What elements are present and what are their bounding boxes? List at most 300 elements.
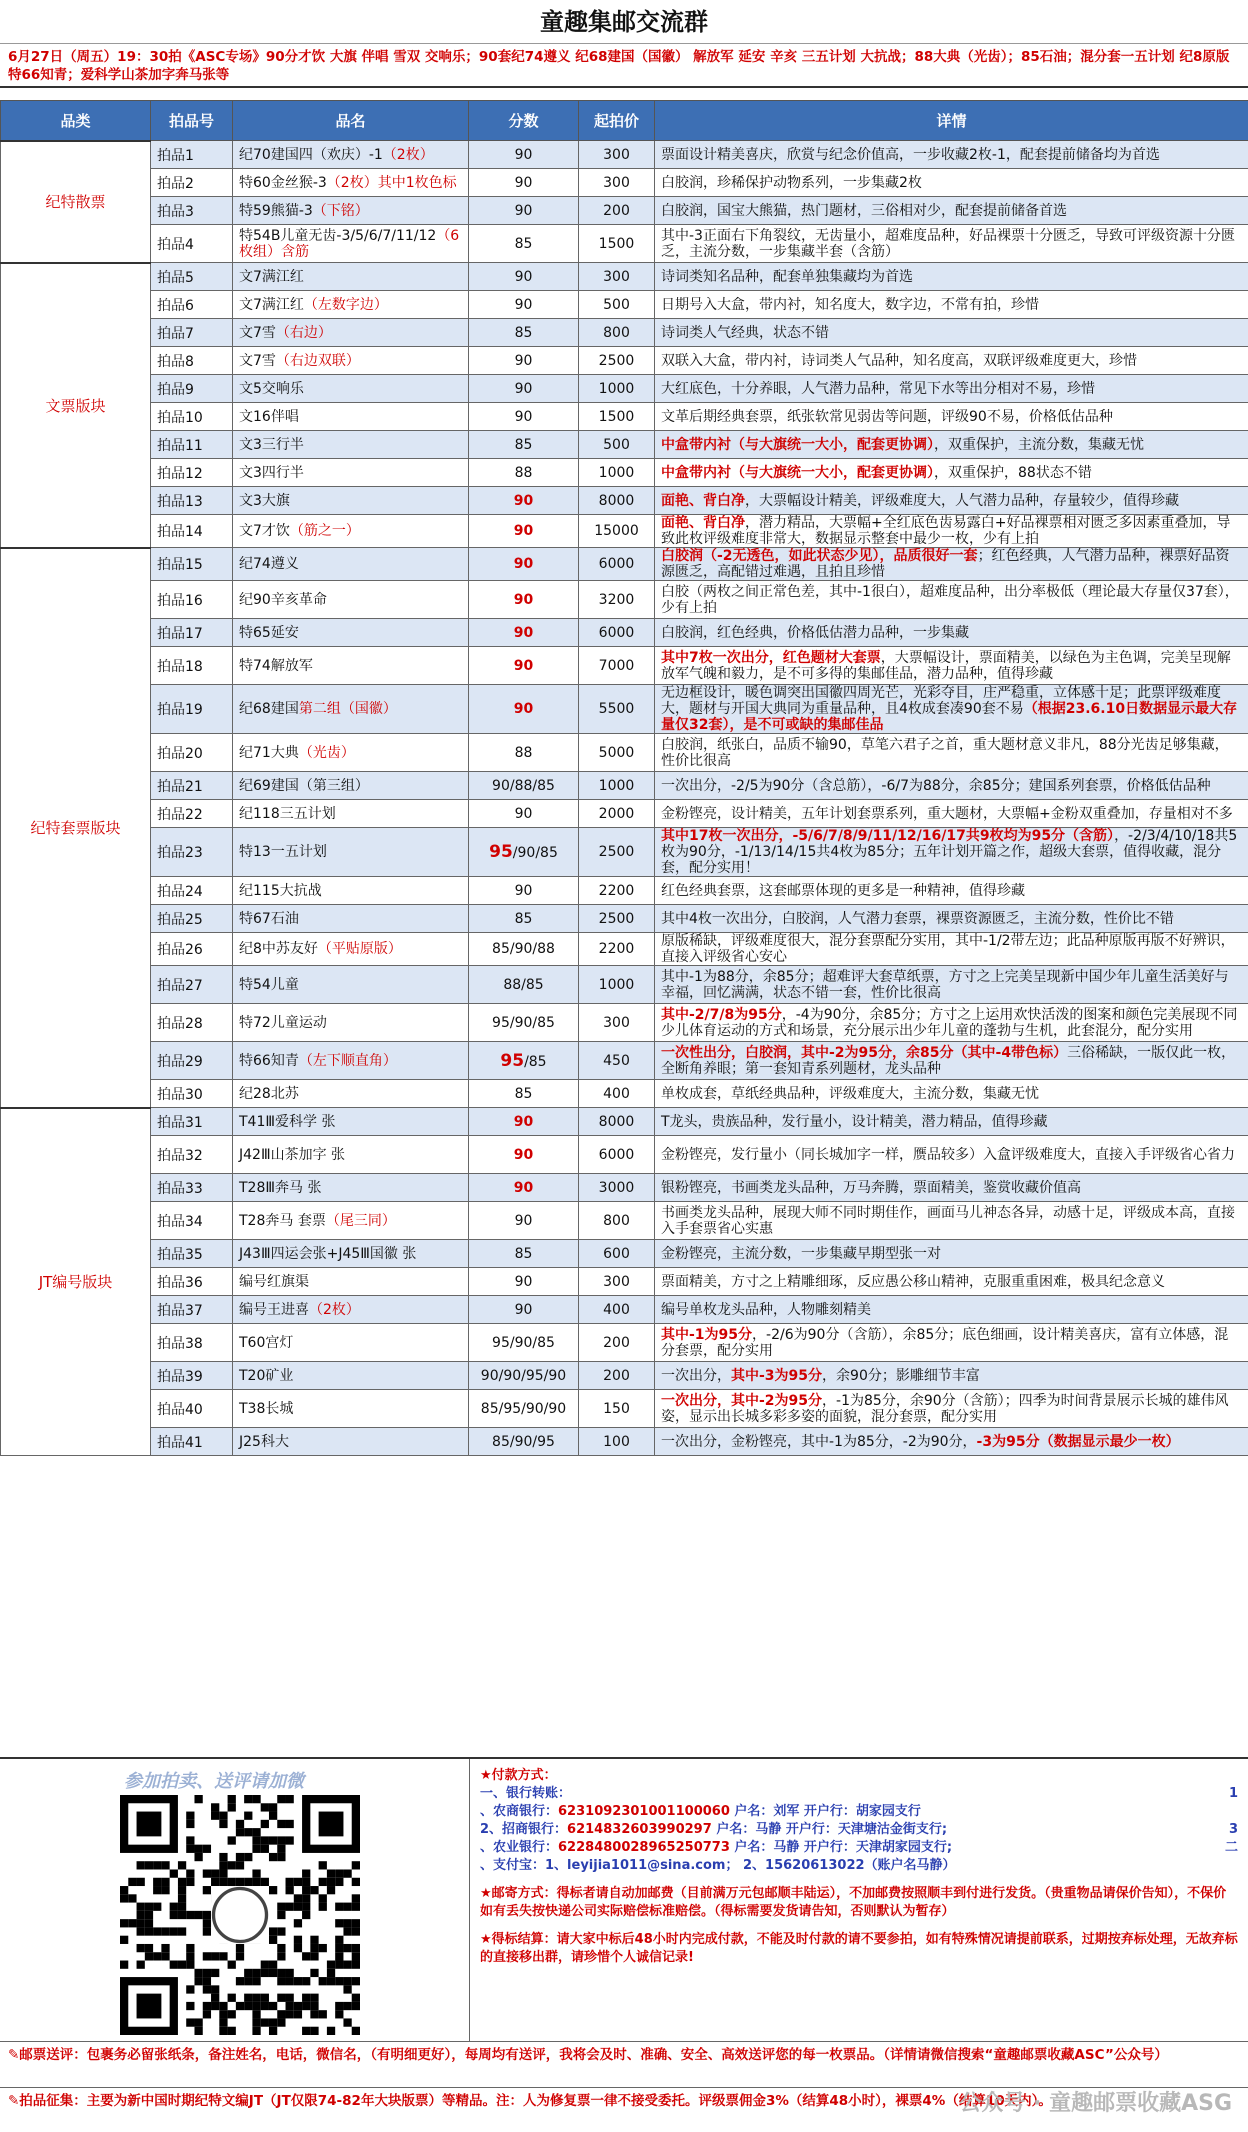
lot-number: 拍品30 <box>151 1080 233 1108</box>
payment-section <box>470 1759 1248 2041</box>
detail-text: ，-1为85分，余90分（含筋）；四季为时间背景展示长城的雄伟风姿，显示出长城多彩多姿的面貌，混分套票，配分实用 <box>661 1393 1229 1425</box>
lot-score: 90 <box>469 141 579 169</box>
mail-title: ★邮寄方式： <box>480 1886 557 1901</box>
lot-score: 90 <box>469 403 579 431</box>
lot-name-text: 特65延安 <box>239 625 299 641</box>
lot-name <box>233 877 469 905</box>
starting-price: 1500 <box>579 225 655 263</box>
lot-name <box>233 734 469 772</box>
lot-detail: 其中4枚一次出分，白胶润，人气潜力套票，裸票资源匮乏，主流分数，性价比不错 <box>655 905 1248 933</box>
detail-highlight: 其中17枚一次出分，-5/6/7/8/9/11/12/16/17共9枚均为95分（含筋） <box>661 828 1114 844</box>
page-title: 童趣集邮交流群 <box>0 0 1248 44</box>
lot-detail <box>655 1004 1248 1042</box>
lot-name <box>233 431 469 459</box>
lot-name-text: 文3大旗 <box>239 493 290 509</box>
bank-list <box>480 1803 1238 1857</box>
lot-name <box>233 1004 469 1042</box>
lot-name-text: 特66知青 <box>239 1053 299 1069</box>
table-row[interactable] <box>1 263 1248 291</box>
lot-name <box>233 933 469 966</box>
starting-price: 800 <box>579 1202 655 1240</box>
table-row[interactable] <box>1 1174 1248 1202</box>
column-header: 详情 <box>655 101 1248 141</box>
table-row[interactable] <box>1 966 1248 1004</box>
table-row[interactable] <box>1 291 1248 319</box>
qr-section <box>0 1759 470 2041</box>
bank-name: 、农商银行： <box>480 1804 558 1819</box>
alipay-line: 、支付宝：1、leyijia1011@sina.com； 2、15620613022（账户名马静） <box>480 1857 1238 1875</box>
lot-detail: 白胶润，纸张白，品质不输90，草笔六君子之首，重大题材意义非凡，88分光齿足够集藏，性价比很高 <box>655 734 1248 772</box>
lot-detail <box>655 459 1248 487</box>
category-cell: 纪特散票 <box>1 141 151 263</box>
lot-score: 85/90/95 <box>469 1428 579 1456</box>
lot-name-text: 特13一五计划 <box>239 844 327 860</box>
lot-name <box>233 225 469 263</box>
lot-detail: 其中-3正面右下角裂纹，无齿量小，超难度品种，好品裸票十分匮乏，导致可评级资源十分匮乏，主流分数，一步集藏半套（含筋） <box>655 225 1248 263</box>
lot-name-text: 文7雪 <box>239 353 276 369</box>
lot-detail: T龙头，贵族品种，发行量小，设计精美，潜力精品，值得珍藏 <box>655 1108 1248 1136</box>
table-row[interactable] <box>1 800 1248 828</box>
table-row[interactable] <box>1 772 1248 800</box>
lot-name-text: T20矿业 <box>239 1368 293 1384</box>
starting-price: 1000 <box>579 772 655 800</box>
lot-number: 拍品28 <box>151 1004 233 1042</box>
lot-number: 拍品4 <box>151 225 233 263</box>
lot-detail: 白胶（两枚之间正常色差，其中-1很白），超难度品种，出分率极低（理论最大存量仅37套），少有上拍 <box>655 581 1248 619</box>
bank-holder: 户名：马静 开户行：天津塘沽金街支行; <box>716 1822 947 1837</box>
detail-text: 无边框设计，暖色调突出国徽四周光芒，光彩夺目，庄严稳重，立体感十足；此票评级难度大，题材与开国大典同为重量品种，且4枚成套凑90套不易 <box>661 685 1221 717</box>
bank-name: 、农业银行： <box>480 1840 558 1855</box>
starting-price: 100 <box>579 1428 655 1456</box>
starting-price: 600 <box>579 1240 655 1268</box>
column-header: 分数 <box>469 101 579 141</box>
detail-text: ，双重保护，88状态不错 <box>934 465 1092 481</box>
starting-price: 1000 <box>579 966 655 1004</box>
starting-price: 1000 <box>579 375 655 403</box>
lot-number: 拍品13 <box>151 487 233 515</box>
lot-number: 拍品11 <box>151 431 233 459</box>
lot-score: 90 <box>469 581 579 619</box>
table-row[interactable] <box>1 1004 1248 1042</box>
lot-name <box>233 141 469 169</box>
lot-name <box>233 347 469 375</box>
lot-detail: 诗词类人气经典，状态不错 <box>655 319 1248 347</box>
lot-name <box>233 375 469 403</box>
lot-name <box>233 1108 469 1136</box>
lot-number: 拍品6 <box>151 291 233 319</box>
detail-highlight: -3为95分（数据显示最少一枚） <box>977 1434 1180 1450</box>
table-row[interactable] <box>1 459 1248 487</box>
lot-number: 拍品1 <box>151 141 233 169</box>
lot-name-text: 文7雪 <box>239 325 276 341</box>
table-row[interactable] <box>1 877 1248 905</box>
starting-price: 200 <box>579 1362 655 1390</box>
lot-score: 90 <box>469 347 579 375</box>
lot-score: 85 <box>469 1240 579 1268</box>
starting-price: 1000 <box>579 459 655 487</box>
lot-name-note: （6枚组）含筋 <box>239 228 459 260</box>
lot-name <box>233 197 469 225</box>
lot-number: 拍品22 <box>151 800 233 828</box>
lot-number: 拍品21 <box>151 772 233 800</box>
line-number: 1 <box>1229 1785 1238 1803</box>
lot-detail <box>655 431 1248 459</box>
lot-name-note: （右边双联） <box>276 353 360 369</box>
table-row[interactable] <box>1 487 1248 515</box>
lot-score: 85/90/88 <box>469 933 579 966</box>
starting-price: 500 <box>579 431 655 459</box>
lot-detail <box>655 548 1248 581</box>
starting-price: 2500 <box>579 828 655 877</box>
starting-price: 6000 <box>579 619 655 647</box>
lot-name-text: J42Ⅲ山茶加字 张 <box>239 1147 345 1163</box>
lot-detail <box>655 487 1248 515</box>
lot-name-text: 纪68建国 <box>239 701 299 717</box>
lot-score: 88 <box>469 459 579 487</box>
lot-name-text: 文3三行半 <box>239 437 304 453</box>
starting-price: 800 <box>579 319 655 347</box>
starting-price: 5000 <box>579 734 655 772</box>
lot-number: 拍品17 <box>151 619 233 647</box>
lot-name <box>233 966 469 1004</box>
lot-number: 拍品24 <box>151 877 233 905</box>
lot-number: 拍品10 <box>151 403 233 431</box>
lot-name <box>233 487 469 515</box>
lot-detail: 白胶润，国宝大熊猫，热门题材，三俗相对少，配套提前储备首选 <box>655 197 1248 225</box>
lot-detail: 编号单枚龙头品种，人物雕刻精美 <box>655 1296 1248 1324</box>
lot-name <box>233 828 469 877</box>
lot-name-text: T28Ⅲ奔马 张 <box>239 1180 321 1196</box>
qr-caption: 参加拍卖、送评请加微 <box>124 1767 304 1793</box>
lot-detail <box>655 1324 1248 1362</box>
lot-name <box>233 685 469 734</box>
lot-number: 拍品8 <box>151 347 233 375</box>
lot-score: 90 <box>469 619 579 647</box>
table-row[interactable] <box>1 685 1248 734</box>
footer-collection: ✎拍品征集：主要为新中国时期纪特文编JT（JT仅限74-82年大块版票）等精品。注：人为修复票一律不接受委托。评级票佣金3%（结算48小时），裸票4%（结算10天内）。 <box>0 2087 1248 2132</box>
table-row[interactable] <box>1 933 1248 966</box>
lot-score: 95/90/85 <box>469 1004 579 1042</box>
lot-number: 拍品25 <box>151 905 233 933</box>
starting-price: 2500 <box>579 905 655 933</box>
column-header: 拍品号 <box>151 101 233 141</box>
bank-line <box>480 1803 1238 1821</box>
lot-name <box>233 772 469 800</box>
lot-score: 85 <box>469 319 579 347</box>
auction-notice: 6月27日（周五）19：30拍《ASC专场》90分才饮 大旗 伴唱 雪双 交响乐；90套纪74遵义 纪68建国（国徽） 解放军 延安 辛亥 三五计划 大抗战；88大典（光齿）；85石油；混分套一五计划 纪8原版 特66知青；爱科学山茶加字奔马张等 <box>0 44 1248 88</box>
lot-number: 拍品31 <box>151 1108 233 1136</box>
lot-name-note: （右边） <box>276 325 332 341</box>
detail-highlight: 一次性出分，白胶润，其中-2为95分，余85分（其中-4带色标） <box>661 1045 1067 1061</box>
lot-number: 拍品41 <box>151 1428 233 1456</box>
line-number: 二 <box>1225 1839 1238 1857</box>
lot-name-note: （2枚） <box>383 147 434 163</box>
starting-price: 1500 <box>579 403 655 431</box>
lot-score: 90/90/95/90 <box>469 1362 579 1390</box>
lot-name-text: 文7满江红 <box>239 269 304 285</box>
table-row[interactable] <box>1 431 1248 459</box>
table-row[interactable] <box>1 225 1248 263</box>
table-row[interactable] <box>1 197 1248 225</box>
detail-text: ，-4为90分，余85分；方寸之上运用欢快活泼的图案和颜色完美展现不同少儿体育运动的方式和场景，充分展示出少年儿童的蓬勃与生机，此套混分，配分实用 <box>661 1007 1237 1039</box>
lot-name-text: 文7满江红 <box>239 297 304 313</box>
lot-detail: 白胶润，珍稀保护动物系列，一步集藏2枚 <box>655 169 1248 197</box>
lot-number: 拍品3 <box>151 197 233 225</box>
starting-price: 150 <box>579 1390 655 1428</box>
lot-name <box>233 1240 469 1268</box>
lot-detail: 一次出分，-2/5为90分（含总筋），-6/7为88分，余85分；建国系列套票，价格低估品种 <box>655 772 1248 800</box>
table-row[interactable] <box>1 319 1248 347</box>
table-row[interactable] <box>1 141 1248 169</box>
detail-highlight: 中盒带内衬（与大旗统一大小，配套更协调） <box>661 437 934 453</box>
table-row[interactable] <box>1 375 1248 403</box>
lot-detail: 单枚成套，草纸经典品种，评级难度大，主流分数，集藏无忧 <box>655 1080 1248 1108</box>
lot-name-text: 编号红旗渠 <box>239 1274 309 1290</box>
lot-number: 拍品39 <box>151 1362 233 1390</box>
lot-name-note: （筋之一） <box>290 523 360 539</box>
lot-score <box>469 1042 579 1080</box>
detail-highlight: 其中-2/7/8为95分 <box>661 1007 782 1023</box>
lot-name <box>233 548 469 581</box>
lot-name <box>233 1324 469 1362</box>
detail-text: ；红色经典，人气潜力品种，裸票好品资源匮乏，高配错过难遇，且拍且珍惜 <box>661 548 1230 580</box>
lot-score: 85 <box>469 225 579 263</box>
score-rest: /85 <box>524 1054 547 1070</box>
lot-number: 拍品32 <box>151 1136 233 1174</box>
lot-score: 95/90/85 <box>469 1324 579 1362</box>
lot-name-text: T41Ⅲ爱科学 张 <box>239 1114 335 1130</box>
lot-score: 90 <box>469 1108 579 1136</box>
lot-number: 拍品18 <box>151 647 233 685</box>
lot-detail: 大红底色，十分养眼，人气潜力品种，常见下水等出分相对不易，珍惜 <box>655 375 1248 403</box>
starting-price: 8000 <box>579 487 655 515</box>
detail-text: ，大票幅设计精美，评级难度大，人气潜力品种，存量较少，值得珍藏 <box>745 493 1179 509</box>
table-row[interactable] <box>1 734 1248 772</box>
table-row[interactable] <box>1 1390 1248 1428</box>
lot-number: 拍品15 <box>151 548 233 581</box>
lot-name <box>233 459 469 487</box>
lot-number: 拍品23 <box>151 828 233 877</box>
table-row[interactable] <box>1 403 1248 431</box>
lot-name <box>233 1268 469 1296</box>
table-row[interactable] <box>1 515 1248 548</box>
lot-detail: 书画类龙头品种，展现大师不同时期佳作，画面马儿神态各异，动感十足，评级成本高，直接入手套票省心实惠 <box>655 1202 1248 1240</box>
detail-highlight: 其中-1为95分 <box>661 1327 752 1343</box>
starting-price: 15000 <box>579 515 655 548</box>
lot-name <box>233 291 469 319</box>
starting-price: 2200 <box>579 933 655 966</box>
lot-name-note: （平贴原版） <box>318 941 402 957</box>
lot-detail: 金粉铿亮，发行量小（同长城加字一样，赝品较多）入盒评级难度大，直接入手评级省心省力 <box>655 1136 1248 1174</box>
lot-score: 90 <box>469 647 579 685</box>
lot-detail: 其中-1为88分，余85分；超难评大套草纸票，方寸之上完美呈现新中国少年儿童生活美好与幸福，回忆满满，状态不错一套，性价比很高 <box>655 966 1248 1004</box>
lot-name <box>233 1042 469 1080</box>
starting-price: 8000 <box>579 1108 655 1136</box>
score-rest: /90/85 <box>513 845 558 861</box>
lot-name-text: 纪8中苏友好 <box>239 941 318 957</box>
lot-name <box>233 581 469 619</box>
table-row[interactable] <box>1 1108 1248 1136</box>
lot-score: 85 <box>469 431 579 459</box>
table-row[interactable] <box>1 169 1248 197</box>
bank-line <box>480 1821 1238 1839</box>
lot-name-text: 纪71大典 <box>239 745 299 761</box>
table-row[interactable] <box>1 347 1248 375</box>
lot-name-text: 编号王进喜 <box>239 1302 309 1318</box>
starting-price: 2000 <box>579 800 655 828</box>
detail-text: 三俗稀缺，一版仅此一枚，全断角养眼；第一套知青系列题材，龙头品种 <box>661 1045 1235 1077</box>
lot-name-note: （左数字边） <box>304 297 388 313</box>
lot-score: 88/85 <box>469 966 579 1004</box>
qr-code-icon[interactable] <box>120 1795 360 2035</box>
lot-detail: 红色经典套票，这套邮票体现的更多是一种精神，值得珍藏 <box>655 877 1248 905</box>
table-row[interactable] <box>1 1042 1248 1080</box>
lot-detail: 原版稀缺，评级难度很大，混分套票配分实用，其中-1/2带左边；此品种原版再版不好辨识，直接入评级省心安心 <box>655 933 1248 966</box>
lot-detail <box>655 1362 1248 1390</box>
lot-number: 拍品35 <box>151 1240 233 1268</box>
lot-name-note: （下铭） <box>313 203 369 219</box>
lot-score: 90 <box>469 1174 579 1202</box>
table-row[interactable] <box>1 1240 1248 1268</box>
lot-number: 拍品33 <box>151 1174 233 1202</box>
table-body <box>1 141 1248 1456</box>
detail-highlight: 其中7枚一次出分，红色题材大套票 <box>661 650 881 666</box>
table-row[interactable] <box>1 1428 1248 1456</box>
lot-score: 90 <box>469 685 579 734</box>
lot-detail <box>655 828 1248 877</box>
starting-price: 6000 <box>579 548 655 581</box>
lot-name-note: （左下顺直角） <box>299 1053 397 1069</box>
lot-name-text: 特59熊猫-3 <box>239 203 313 219</box>
lot-number: 拍品2 <box>151 169 233 197</box>
detail-highlight: 一次出分，其中-2为95分 <box>661 1393 822 1409</box>
bank-holder: 户名：马静 开户行：天津胡家园支行; <box>734 1840 952 1855</box>
lot-score: 90 <box>469 877 579 905</box>
detail-text: ，潜力精品，大票幅+全红底色齿易露白+好品裸票相对匮乏多因素重叠加，导致此枚评级难度非常大，数据显示整套中最少一枚，少有上拍 <box>661 515 1230 547</box>
category-cell: JT编号版块 <box>1 1108 151 1456</box>
column-header: 起拍价 <box>579 101 655 141</box>
lot-name <box>233 1428 469 1456</box>
table-row[interactable] <box>1 619 1248 647</box>
lot-number: 拍品38 <box>151 1324 233 1362</box>
info-panel <box>0 1757 1248 2130</box>
table-row[interactable] <box>1 647 1248 685</box>
detail-highlight: 其中-3为95分 <box>731 1368 822 1384</box>
starting-price: 500 <box>579 291 655 319</box>
detail-text: ，双重保护，主流分数，集藏无忧 <box>934 437 1144 453</box>
lot-score: 90 <box>469 800 579 828</box>
starting-price: 450 <box>579 1042 655 1080</box>
lot-score <box>469 828 579 877</box>
lot-detail <box>655 1042 1248 1080</box>
lot-score: 90 <box>469 1202 579 1240</box>
table-row[interactable] <box>1 1268 1248 1296</box>
table-row[interactable] <box>1 1296 1248 1324</box>
table-row[interactable] <box>1 581 1248 619</box>
lot-name-text: 文3四行半 <box>239 465 304 481</box>
lot-number: 拍品14 <box>151 515 233 548</box>
lot-name-text: 纪28北苏 <box>239 1086 299 1102</box>
lot-name-text: J43Ⅲ四运会张+J45Ⅲ国徽 张 <box>239 1246 416 1262</box>
lot-name-text: 纪74遵义 <box>239 556 299 572</box>
lot-name-text: 特54B儿童无齿-3/5/6/7/11/12 <box>239 228 436 244</box>
lot-number: 拍品37 <box>151 1296 233 1324</box>
lot-score: 90 <box>469 548 579 581</box>
table-row[interactable] <box>1 1080 1248 1108</box>
lot-name <box>233 1202 469 1240</box>
lot-score: 90 <box>469 169 579 197</box>
detail-text: ，大票幅设计，票面精美，以绿色为主色调，完美呈现解放军气魄和毅力，是不可多得的集邮佳品，潜力品种，值得珍藏 <box>661 650 1231 682</box>
lot-name-text: 纪70建国四（欢庆）-1 <box>239 147 383 163</box>
table-row[interactable] <box>1 548 1248 581</box>
lot-score: 90 <box>469 1136 579 1174</box>
starting-price: 2500 <box>579 347 655 375</box>
lot-detail: 金粉铿亮，设计精美，五年计划套票系列，重大题材，大票幅+金粉双重叠加，存量相对不多 <box>655 800 1248 828</box>
lot-name-text: J25科大 <box>239 1434 289 1450</box>
detail-highlight: 白胶润（-2无透色，如此状态少见），品质很好一套 <box>661 548 978 564</box>
lot-number: 拍品12 <box>151 459 233 487</box>
lot-name-note: （2枚）其中1枚色标 <box>327 175 457 191</box>
footer-appraisal: ✎邮票送评：包裹务必留张纸条，备注姓名，电话，微信名，（有明细更好），每周均有送评，我将会及时、准确、安全、高效送评您的每一枚票品。（详情请微信搜索“童趣邮票收藏ASC”公众号） <box>0 2041 1248 2069</box>
mail-text: 得标者请自动加邮费（目前满万元包邮顺丰陆运），不加邮费按照顺丰到付进行发货。（贵重物品请保价告知），不保价如有丢失按快递公司实际赔偿标准赔偿。（得标需要发货请告知，否则默认为暂存） <box>480 1886 1226 1919</box>
lot-detail: 日期号入大盒，带内衬，知名度大，数字边，不常有拍，珍惜 <box>655 291 1248 319</box>
bank-line <box>480 1839 1238 1857</box>
lot-score: 90 <box>469 1296 579 1324</box>
lot-name-text: 纪115大抗战 <box>239 883 322 899</box>
bank-transfer-label: 一、银行转账： <box>480 1786 571 1801</box>
lot-score: 90 <box>469 263 579 291</box>
lot-detail: 票面设计精美喜庆，欣赏与纪念价值高，一步收藏2枚-1，配套提前储备均为首选 <box>655 141 1248 169</box>
starting-price: 200 <box>579 1324 655 1362</box>
score-highlight: 95 <box>500 1051 524 1071</box>
lot-detail <box>655 685 1248 734</box>
table-row[interactable] <box>1 828 1248 877</box>
lot-name-text: T38长城 <box>239 1401 293 1417</box>
starting-price: 2200 <box>579 877 655 905</box>
lot-score: 90 <box>469 1268 579 1296</box>
lot-detail: 票面精美，方寸之上精雕细琢，反应愚公移山精神，克服重重困难，极具纪念意义 <box>655 1268 1248 1296</box>
lot-number: 拍品20 <box>151 734 233 772</box>
lot-detail: 金粉铿亮，主流分数，一步集藏早期型张一对 <box>655 1240 1248 1268</box>
lot-name-text: 特54儿童 <box>239 977 299 993</box>
bank-account: 6231092301001100060 <box>558 1804 734 1819</box>
lot-name <box>233 1136 469 1174</box>
starting-price: 6000 <box>579 1136 655 1174</box>
lot-name <box>233 515 469 548</box>
lot-number: 拍品27 <box>151 966 233 1004</box>
lot-detail <box>655 1390 1248 1428</box>
table-row[interactable] <box>1 1362 1248 1390</box>
lot-number: 拍品5 <box>151 263 233 291</box>
lot-score: 85 <box>469 1080 579 1108</box>
lot-number: 拍品19 <box>151 685 233 734</box>
table-row[interactable] <box>1 1202 1248 1240</box>
lot-name-note: （2枚） <box>309 1302 360 1318</box>
starting-price: 300 <box>579 1268 655 1296</box>
lot-score: 88 <box>469 734 579 772</box>
bank-account: 6214832603990297 <box>567 1822 716 1837</box>
lot-name-text: 纪69建国（第三组） <box>239 778 369 794</box>
lot-name-text: 文5交响乐 <box>239 381 304 397</box>
table-row[interactable] <box>1 1136 1248 1174</box>
lot-detail <box>655 1428 1248 1456</box>
table-row[interactable] <box>1 905 1248 933</box>
starting-price: 300 <box>579 263 655 291</box>
table-row[interactable] <box>1 1324 1248 1362</box>
lot-name <box>233 169 469 197</box>
lot-number: 拍品36 <box>151 1268 233 1296</box>
lot-number: 拍品7 <box>151 319 233 347</box>
